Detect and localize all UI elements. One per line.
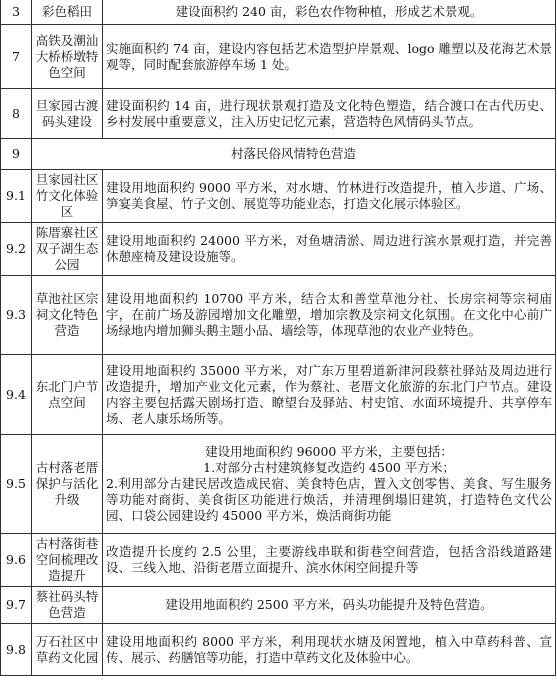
description-line: 建设用地面积约 9000 平方米，对水塘、竹林进行改造提升，植入步道、广场、笋宴美食屋、竹子文创、展览等功能业态，打造文化展示体验区。 bbox=[106, 180, 552, 211]
description-line: 建设用地面积约 8000 平方米，利用现状水塘及闲置地，植入中草药科普、宣传、展示、药膳馆等功能，打造中草药文化及体验中心。 bbox=[106, 633, 552, 665]
project-name: 高铁及潮汕大桥桥墩特色空间 bbox=[32, 25, 103, 89]
description-line: 建设面积约 14 亩，进行现状景观打造及文化特色塑造，结合渡口在古代历史、乡村发展中重要意义，注入历史记忆元素，营造特色风情码头节点。 bbox=[106, 97, 552, 129]
description-line: 1.对部分古村建筑修复改造约 4500 平方米； bbox=[203, 460, 455, 475]
description-line: 2.利用部分古建民居改造成民宿、美食特色店，置入文创零售、美食、写生服务等功能对商街、美食街区功能进行焕活，并清理倒塌旧建筑，打造特色文代公园、口袋公园建设约 45000 平方米，焕活商街功能 bbox=[106, 476, 552, 523]
project-description bbox=[103, 170, 556, 223]
project-name: 古村落街巷空间梳理改造提升 bbox=[32, 534, 103, 587]
row-number: 9.3 bbox=[1, 276, 32, 355]
project-description bbox=[103, 624, 556, 676]
project-description bbox=[103, 276, 556, 355]
project-name: 旦家园社区竹文化体验区 bbox=[32, 170, 103, 223]
table-row bbox=[1, 587, 556, 624]
project-name: 古村落老厝保护与活化升级 bbox=[32, 435, 103, 534]
table-row bbox=[1, 170, 556, 223]
project-name: 万石社区中草药文化园 bbox=[32, 624, 103, 676]
row-number: 9.8 bbox=[1, 624, 32, 676]
project-description bbox=[103, 25, 556, 89]
project-description bbox=[103, 0, 556, 25]
table-row bbox=[1, 276, 556, 355]
row-number: 9.7 bbox=[1, 587, 32, 624]
table-row bbox=[1, 355, 556, 435]
row-number: 9.1 bbox=[1, 170, 32, 223]
project-description bbox=[103, 435, 556, 534]
project-name: 蔡社码头特色营造 bbox=[32, 587, 103, 624]
row-number: 8 bbox=[1, 89, 32, 139]
description-line: 建设用地面积约 96000 平方米，主要包括： bbox=[205, 444, 453, 459]
description-line: 建设用地面积约 35000 平方米，对广东万里碧道新津河段蔡社驿站及周边进行改造提升，增加产业文化元素，作为蔡社、老厝文化旅游的东北门户节点。建设内容主要包括露天剧场打造、瞭望台及驿站、村史馆、水面环境提升、共享停车场、老人康乐场所等。 bbox=[106, 362, 552, 426]
project-name: 陈厝寨社区双子湖生态公园 bbox=[32, 223, 103, 276]
description-line: 建设用地面积约 24000 平方米，对鱼塘清淤、周边进行滨水景观打造，并完善休憩座椅及建设设施等。 bbox=[106, 233, 552, 264]
row-number: 7 bbox=[1, 25, 32, 89]
table-row bbox=[1, 223, 556, 276]
row-number: 9.2 bbox=[1, 223, 32, 276]
description-line: 建设面积约 240 亩，彩色农作物种植，形成艺术景观。 bbox=[175, 4, 483, 19]
description-line: 建设用地面积约 2500 平方米，码头功能提升及特色营造。 bbox=[165, 597, 493, 612]
project-description bbox=[103, 355, 556, 435]
project-description bbox=[103, 89, 556, 139]
section-title: 村落民俗风情特色营造 bbox=[32, 139, 556, 170]
row-number: 9.4 bbox=[1, 355, 32, 435]
row-number: 9.6 bbox=[1, 534, 32, 587]
project-name: 草池社区宗祠文化特色营造 bbox=[32, 276, 103, 355]
section-row bbox=[1, 139, 556, 170]
table-row bbox=[1, 435, 556, 534]
description-line: 建设用地面积约 10700 平方米，结合太和善堂草池分社、长房宗祠等宗祠庙宇，在前广场及游园增加文化雕塑，增加宗教及宗祠文化氛围。在文化中心前广场绿地内增加狮头鹅主题小品、墙绘等，体现草池的农业产业特色。 bbox=[106, 291, 552, 338]
table-row bbox=[1, 534, 556, 587]
description-line: 实施面积约 74 亩，建设内容包括艺术造型护岸景观、logo 雕塑以及花海艺术景观等，同时配套旅游停车场 1 处。 bbox=[106, 40, 552, 72]
row-number: 3 bbox=[1, 0, 32, 25]
project-name: 旦家园古渡码头建设 bbox=[32, 89, 103, 139]
project-name: 彩色稻田 bbox=[32, 0, 103, 25]
table-row bbox=[1, 89, 556, 139]
project-description bbox=[103, 223, 556, 276]
project-name: 东北门户节点空间 bbox=[32, 355, 103, 435]
table-row bbox=[1, 25, 556, 89]
description-line: 改造提升长度约 2.5 公里，主要游线串联和街巷空间营造，包括含沿线道路建设、三线入地、沿街老厝立面提升、滨水休闲空间提升等 bbox=[106, 544, 552, 575]
row-number: 9.5 bbox=[1, 435, 32, 534]
row-number: 9 bbox=[1, 139, 32, 170]
project-table-body bbox=[1, 0, 556, 676]
project-description bbox=[103, 534, 556, 587]
table-row bbox=[1, 624, 556, 676]
table-row bbox=[1, 0, 556, 25]
project-description bbox=[103, 587, 556, 624]
